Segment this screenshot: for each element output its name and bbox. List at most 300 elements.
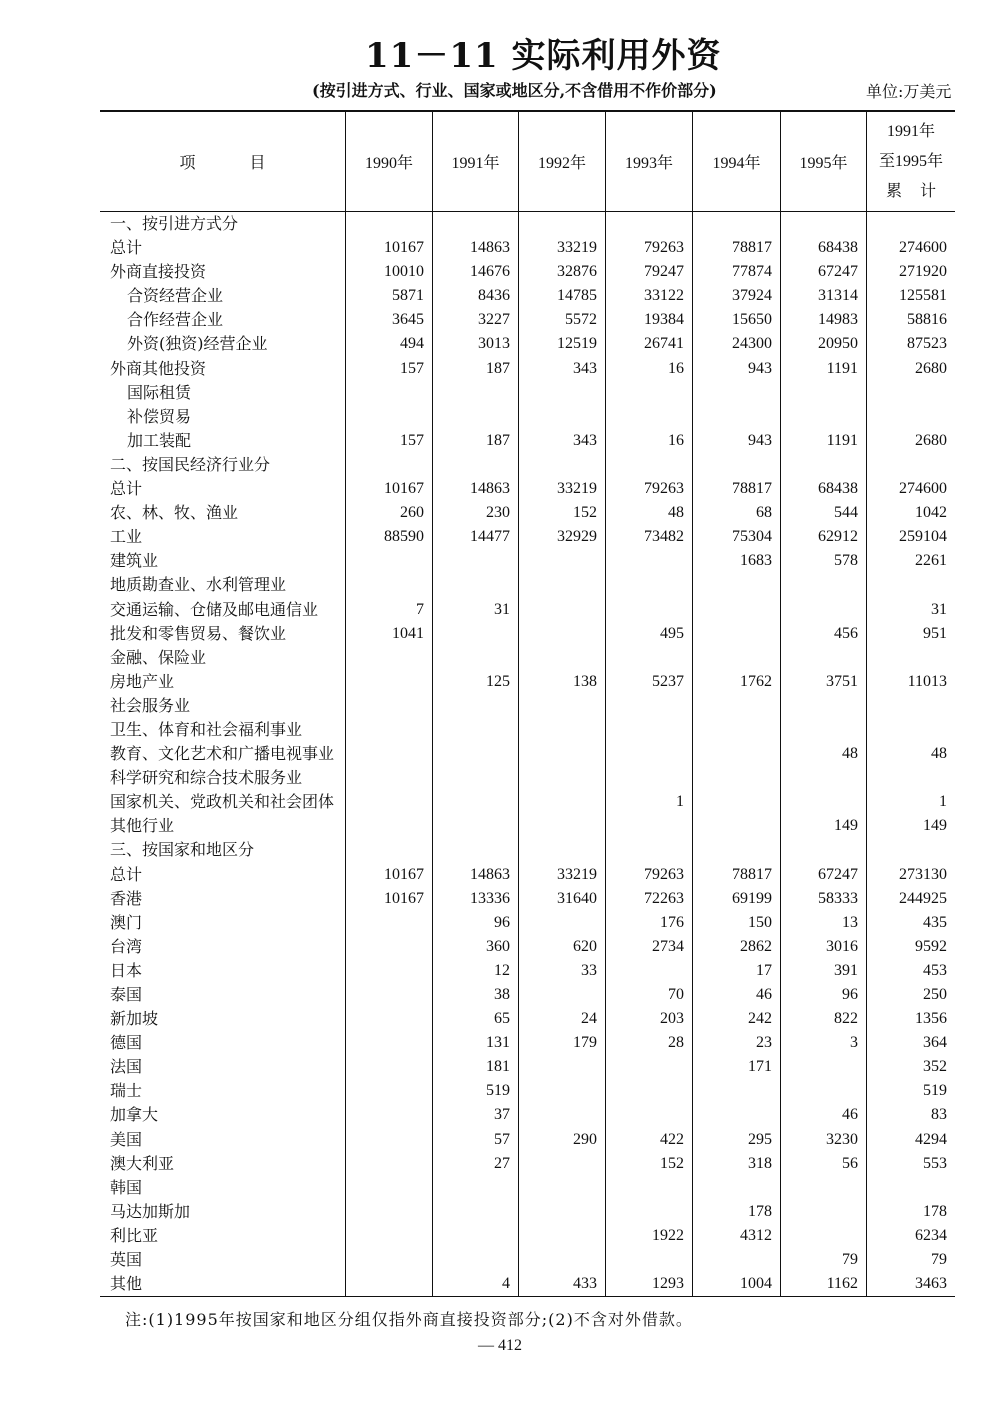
cell-value	[780, 646, 866, 670]
cell-value	[432, 1176, 518, 1200]
header-cumulative-line: 累 计	[885, 182, 936, 200]
cell-value	[518, 1176, 605, 1200]
cell-value: 5237	[605, 670, 692, 694]
cell-value	[605, 766, 692, 790]
unit-label: 单位:万美元	[866, 82, 952, 101]
cell-value: 24	[518, 1007, 605, 1031]
cell-value: 157	[345, 357, 432, 381]
cell-value: 1162	[780, 1272, 866, 1296]
row-label: 澳大利亚	[110, 1153, 175, 1173]
cell-value	[605, 1176, 692, 1200]
cell-value	[692, 453, 780, 477]
cell-value	[692, 622, 780, 646]
cell-value: 943	[692, 357, 780, 381]
cell-value	[345, 1055, 432, 1079]
data-table	[100, 110, 955, 1297]
cell-value: 23	[692, 1031, 780, 1055]
cell-value: 1004	[692, 1272, 780, 1296]
row-label: 其他	[110, 1274, 143, 1294]
cell-value	[345, 1248, 432, 1272]
cell-value: 14863	[432, 477, 518, 501]
cell-value: 75304	[692, 525, 780, 549]
cell-value: 178	[866, 1200, 955, 1224]
cell-value	[518, 573, 605, 597]
cell-value: 360	[432, 935, 518, 959]
row-label: 利比亚	[110, 1225, 159, 1245]
cell-value	[518, 1152, 605, 1176]
cell-value: 1922	[605, 1224, 692, 1248]
cell-value: 10167	[345, 887, 432, 911]
table-row	[100, 1176, 955, 1200]
row-label: 房地产业	[110, 671, 175, 691]
cell-value	[518, 911, 605, 935]
cell-value: 4	[432, 1272, 518, 1296]
cell-value	[692, 694, 780, 718]
cell-value: 5572	[518, 308, 605, 332]
cell-value	[345, 1176, 432, 1200]
cell-value: 125581	[866, 284, 955, 308]
row-label: 合作经营企业	[127, 310, 224, 330]
cell-value: 152	[605, 1152, 692, 1176]
cell-value	[345, 381, 432, 405]
page-number: — 412	[478, 1337, 522, 1354]
cell-value: 2862	[692, 935, 780, 959]
cell-value	[605, 718, 692, 742]
cell-value	[345, 838, 432, 862]
cell-value: 56	[780, 1152, 866, 1176]
cell-value	[345, 1031, 432, 1055]
cell-value	[605, 549, 692, 573]
cell-value	[692, 1103, 780, 1127]
cell-value: 2680	[866, 429, 955, 453]
row-label: 日本	[110, 960, 143, 980]
cell-value: 3227	[432, 308, 518, 332]
cell-value	[866, 718, 955, 742]
cell-value	[432, 549, 518, 573]
cell-value	[432, 718, 518, 742]
cell-value	[432, 814, 518, 838]
cell-value: 171	[692, 1055, 780, 1079]
cell-value	[432, 1224, 518, 1248]
cell-value: 87523	[866, 332, 955, 356]
cell-value	[345, 1103, 432, 1127]
table-row	[100, 1055, 955, 1079]
cell-value: 422	[605, 1128, 692, 1152]
cell-value	[345, 1128, 432, 1152]
table-row	[100, 573, 955, 597]
cell-value	[345, 911, 432, 935]
row-label: 地质勘查业、水利管理业	[110, 575, 287, 595]
cell-value	[692, 1079, 780, 1103]
table-row	[100, 1248, 955, 1272]
cell-value: 1	[605, 790, 692, 814]
cell-value	[692, 790, 780, 814]
cell-value: 352	[866, 1055, 955, 1079]
cell-value: 48	[866, 742, 955, 766]
cell-value	[345, 453, 432, 477]
cell-value	[518, 405, 605, 429]
table-row	[100, 1224, 955, 1248]
table-row	[100, 1272, 955, 1296]
cell-value	[518, 742, 605, 766]
cell-value	[518, 549, 605, 573]
row-label: 外资(独资)经营企业	[127, 334, 268, 354]
cell-value: 10010	[345, 260, 432, 284]
cell-value: 176	[605, 911, 692, 935]
cell-value: 951	[866, 622, 955, 646]
header-year-1994	[692, 112, 780, 211]
cell-value	[692, 598, 780, 622]
cell-value: 96	[780, 983, 866, 1007]
cell-value: 14983	[780, 308, 866, 332]
cell-value: 3	[780, 1031, 866, 1055]
cell-value	[345, 405, 432, 429]
cell-value: 578	[780, 549, 866, 573]
cell-value	[692, 405, 780, 429]
cell-value: 14785	[518, 284, 605, 308]
cell-value	[432, 742, 518, 766]
row-label: 泰国	[110, 985, 143, 1004]
cell-value: 78817	[692, 236, 780, 260]
cell-value	[692, 381, 780, 405]
header-item	[100, 112, 345, 211]
cell-value: 79	[780, 1248, 866, 1272]
table-row	[100, 718, 955, 742]
cell-value	[692, 814, 780, 838]
cell-value: 519	[866, 1079, 955, 1103]
cell-value: 273130	[866, 863, 955, 887]
cell-value: 33219	[518, 236, 605, 260]
row-label: 韩国	[110, 1177, 143, 1197]
cell-value: 46	[780, 1103, 866, 1127]
cell-value: 343	[518, 429, 605, 453]
cell-value: 620	[518, 935, 605, 959]
cell-value: 3016	[780, 935, 866, 959]
cell-value	[345, 694, 432, 718]
cell-value: 67247	[780, 863, 866, 887]
cell-value	[345, 983, 432, 1007]
cell-value: 83	[866, 1103, 955, 1127]
cell-value	[780, 212, 866, 236]
cell-value	[780, 381, 866, 405]
row-label: 德国	[110, 1033, 143, 1053]
cell-value: 3463	[866, 1272, 955, 1296]
table-row	[100, 308, 955, 332]
row-label: 外商其他投资	[110, 358, 207, 378]
cell-value	[692, 838, 780, 862]
cell-value: 79	[866, 1248, 955, 1272]
cell-value	[866, 646, 955, 670]
cell-value: 19384	[605, 308, 692, 332]
cell-value: 33219	[518, 863, 605, 887]
cell-value	[605, 381, 692, 405]
cell-value	[605, 1079, 692, 1103]
table-row	[100, 429, 955, 453]
table-row	[100, 766, 955, 790]
cell-value: 69199	[692, 887, 780, 911]
section-heading-row	[100, 838, 955, 862]
footnote: 注:(1)1995年按国家和地区分组仅指外商直接投资部分;(2)不含对外借款。	[125, 1310, 693, 1329]
cell-value: 20950	[780, 332, 866, 356]
cell-value	[345, 935, 432, 959]
cell-value: 149	[866, 814, 955, 838]
cell-value	[605, 1248, 692, 1272]
cell-value	[345, 742, 432, 766]
cell-value: 131	[432, 1031, 518, 1055]
cell-value	[432, 1200, 518, 1224]
cell-value: 31	[866, 598, 955, 622]
cell-value: 2680	[866, 357, 955, 381]
cell-value	[605, 453, 692, 477]
cell-value	[345, 814, 432, 838]
cell-value	[866, 838, 955, 862]
cell-value	[780, 1055, 866, 1079]
section-heading: 三、按国家和地区分	[110, 840, 255, 860]
cell-value: 3645	[345, 308, 432, 332]
cell-value: 495	[605, 622, 692, 646]
cell-value: 260	[345, 501, 432, 525]
row-label: 卫生、体育和社会福利事业	[110, 719, 303, 739]
cell-value: 230	[432, 501, 518, 525]
row-label: 合资经营企业	[127, 286, 224, 306]
cell-value	[345, 212, 432, 236]
cell-value: 244925	[866, 887, 955, 911]
cell-value	[432, 646, 518, 670]
header-year-1991	[432, 112, 518, 211]
cell-value	[605, 1103, 692, 1127]
cell-value: 31640	[518, 887, 605, 911]
row-label: 英国	[110, 1250, 143, 1270]
cell-value: 250	[866, 983, 955, 1007]
cell-value	[345, 573, 432, 597]
cell-value	[780, 718, 866, 742]
cell-value	[605, 573, 692, 597]
cell-value: 391	[780, 959, 866, 983]
cell-value	[780, 1079, 866, 1103]
cell-value: 13	[780, 911, 866, 935]
cell-value	[432, 573, 518, 597]
cell-value	[866, 694, 955, 718]
cell-value: 77874	[692, 260, 780, 284]
cell-value: 544	[780, 501, 866, 525]
row-label: 国家机关、党政机关和社会团体	[110, 792, 335, 812]
row-label: 金融、保险业	[110, 647, 207, 667]
cell-value	[518, 622, 605, 646]
cell-value: 2261	[866, 549, 955, 573]
cell-value: 33219	[518, 477, 605, 501]
row-label: 农、林、牧、渔业	[110, 503, 239, 523]
cell-value: 68438	[780, 477, 866, 501]
table-row	[100, 742, 955, 766]
cell-value	[605, 1055, 692, 1079]
table-row	[100, 357, 955, 381]
page-title: 11－11 实际利用外资	[365, 36, 722, 76]
row-label: 台湾	[110, 936, 143, 956]
table-row	[100, 236, 955, 260]
cell-value	[345, 790, 432, 814]
cell-value	[518, 1079, 605, 1103]
table-row	[100, 1200, 955, 1224]
table-row	[100, 1103, 955, 1127]
table-row	[100, 381, 955, 405]
cell-value: 14863	[432, 863, 518, 887]
cell-value	[518, 694, 605, 718]
cell-value: 295	[692, 1128, 780, 1152]
cell-value: 14863	[432, 236, 518, 260]
cell-value: 10167	[345, 477, 432, 501]
cell-value	[780, 766, 866, 790]
cell-value: 14676	[432, 260, 518, 284]
cell-value	[518, 1200, 605, 1224]
table-row	[100, 1079, 955, 1103]
cell-value: 3751	[780, 670, 866, 694]
cell-value: 12519	[518, 332, 605, 356]
cell-value: 150	[692, 911, 780, 935]
cell-value: 9592	[866, 935, 955, 959]
cell-value: 5871	[345, 284, 432, 308]
table-row	[100, 332, 955, 356]
cell-value: 70	[605, 983, 692, 1007]
cell-value: 31314	[780, 284, 866, 308]
table-row	[100, 863, 955, 887]
cell-value	[866, 573, 955, 597]
cell-value: 822	[780, 1007, 866, 1031]
cell-value: 72263	[605, 887, 692, 911]
table-row	[100, 670, 955, 694]
cell-value: 125	[432, 670, 518, 694]
cell-value	[866, 766, 955, 790]
table-row	[100, 501, 955, 525]
table-body	[100, 212, 955, 1297]
cell-value: 152	[518, 501, 605, 525]
cell-value: 33	[518, 959, 605, 983]
cell-value	[345, 1200, 432, 1224]
section-heading: 二、按国民经济行业分	[110, 454, 271, 474]
section-heading-row	[100, 453, 955, 477]
cell-value: 79247	[605, 260, 692, 284]
cell-value	[692, 766, 780, 790]
header-year-label: 1994年	[712, 155, 761, 172]
row-label: 国际租赁	[127, 382, 192, 402]
table-row	[100, 911, 955, 935]
cell-value	[432, 838, 518, 862]
cell-value	[692, 1176, 780, 1200]
table-row	[100, 622, 955, 646]
row-label: 新加坡	[110, 1009, 159, 1029]
cell-value: 48	[605, 501, 692, 525]
cell-value: 38	[432, 983, 518, 1007]
cell-value	[345, 1079, 432, 1103]
header-cumulative-line: 至1995年	[878, 152, 943, 170]
cell-value: 67247	[780, 260, 866, 284]
cell-value	[605, 405, 692, 429]
table-row	[100, 525, 955, 549]
row-label: 瑞士	[110, 1081, 143, 1101]
cell-value	[518, 1248, 605, 1272]
cell-value	[692, 573, 780, 597]
cell-value	[518, 814, 605, 838]
cell-value	[780, 790, 866, 814]
cell-value: 96	[432, 911, 518, 935]
cell-value	[605, 598, 692, 622]
header-year-label: 1990年	[364, 155, 413, 172]
cell-value: 12	[432, 959, 518, 983]
cell-value: 26741	[605, 332, 692, 356]
cell-value	[518, 1103, 605, 1127]
header-year-label: 1995年	[799, 155, 848, 172]
table-row	[100, 1007, 955, 1031]
page-subtitle: (按引进方式、行业、国家或地区分,不含借用不作价部分)	[312, 81, 717, 100]
cell-value: 181	[432, 1055, 518, 1079]
cell-value: 6234	[866, 1224, 955, 1248]
cell-value	[605, 694, 692, 718]
cell-value	[605, 742, 692, 766]
cell-value	[866, 212, 955, 236]
cell-value: 178	[692, 1200, 780, 1224]
cell-value	[518, 212, 605, 236]
row-label: 交通运输、仓储及邮电通信业	[110, 599, 319, 619]
cell-value: 68	[692, 501, 780, 525]
cell-value: 3013	[432, 332, 518, 356]
header-item-label: 项 目	[179, 155, 266, 172]
table-row	[100, 983, 955, 1007]
section-heading: 一、按引进方式分	[110, 214, 239, 233]
cell-value: 1	[866, 790, 955, 814]
cell-value: 290	[518, 1128, 605, 1152]
header-year-label: 1992年	[537, 155, 586, 172]
cell-value: 149	[780, 814, 866, 838]
cell-value: 1293	[605, 1272, 692, 1296]
cell-value	[345, 1007, 432, 1031]
cell-value: 1356	[866, 1007, 955, 1031]
cell-value: 8436	[432, 284, 518, 308]
row-label: 马达加斯加	[110, 1201, 191, 1221]
cell-value: 58333	[780, 887, 866, 911]
cell-value	[605, 814, 692, 838]
cell-value: 1041	[345, 622, 432, 646]
row-label: 教育、文化艺术和广播电视事业	[110, 744, 335, 764]
table-row	[100, 1152, 955, 1176]
cell-value	[345, 1152, 432, 1176]
cell-value	[866, 1176, 955, 1200]
cell-value: 318	[692, 1152, 780, 1176]
cell-value: 11013	[866, 670, 955, 694]
cell-value: 435	[866, 911, 955, 935]
header-cumulative-line: 1991年	[886, 122, 935, 140]
row-label: 总计	[110, 864, 143, 884]
cell-value: 179	[518, 1031, 605, 1055]
cell-value: 78817	[692, 863, 780, 887]
cell-value: 33122	[605, 284, 692, 308]
cell-value: 274600	[866, 477, 955, 501]
cell-value: 15650	[692, 308, 780, 332]
table-row	[100, 790, 955, 814]
cell-value	[780, 838, 866, 862]
table-row	[100, 814, 955, 838]
cell-value: 157	[345, 429, 432, 453]
table-row	[100, 477, 955, 501]
cell-value	[518, 1055, 605, 1079]
table-row	[100, 405, 955, 429]
cell-value: 271920	[866, 260, 955, 284]
table-row	[100, 646, 955, 670]
cell-value	[605, 212, 692, 236]
cell-value: 17	[692, 959, 780, 983]
cell-value	[605, 1200, 692, 1224]
cell-value: 10167	[345, 863, 432, 887]
cell-value	[345, 646, 432, 670]
cell-value	[518, 646, 605, 670]
